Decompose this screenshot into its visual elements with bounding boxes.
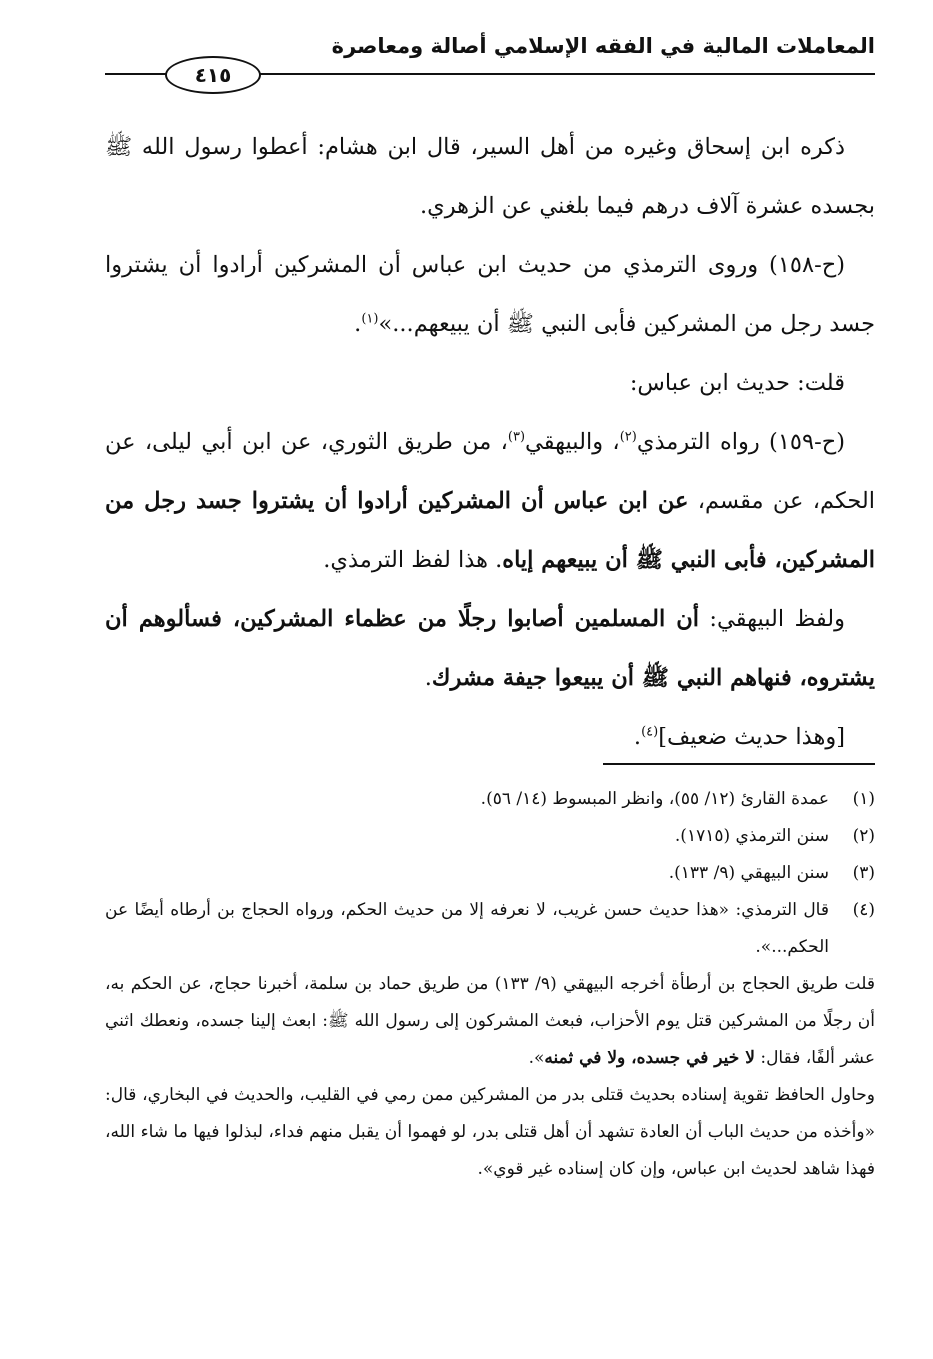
hadith-159-tail: . هذا لفظ الترمذي. bbox=[323, 547, 503, 573]
bayhaqi-lead: ولفظ البيهقي: bbox=[699, 606, 845, 632]
footnote-ref[interactable]: (٤) bbox=[641, 724, 659, 740]
footnote-text: سنن البيهقي (٩/ ١٣٣). bbox=[668, 863, 829, 883]
hadith-159-matn: عن ابن عباس أن المشركين أرادوا أن يشتروا جسد رجل من المشركين، فأبى النبي ﷺ أن يبيعهم إياه bbox=[105, 488, 875, 573]
bayhaqi-tail: . bbox=[424, 665, 432, 691]
footnote-1 bbox=[105, 781, 875, 818]
paragraph-hadith-159 bbox=[105, 413, 875, 590]
footnotes bbox=[105, 781, 875, 1188]
paragraph-text: [وهذا حديث ضعيف] bbox=[658, 724, 845, 750]
footnote-separator bbox=[603, 763, 875, 765]
footnote-3 bbox=[105, 855, 875, 892]
paragraph-text: قلت: حديث ابن عباس: bbox=[629, 370, 845, 396]
paragraph-verdict bbox=[105, 708, 875, 767]
paragraph-text: ذكره ابن إسحاق وغيره من أهل السير، قال ابن هشام: أعطوا رسول الله ﷺ بجسده عشرة آلاف درهم فيما بلغني عن الزهري. bbox=[105, 134, 875, 219]
paragraph-bayhaqi-wording bbox=[105, 590, 875, 708]
footnote-tail: ». bbox=[528, 1048, 545, 1068]
bayhaqi-matn: أن المسلمين أصابوا رجلًا من عظماء المشركين، فسألوهم أن يشتروه، فنهاهم النبي ﷺ أن يبيعوا جيفة مشرك bbox=[105, 606, 875, 691]
footnote-text: وحاول الحافظ تقوية إسناده بحديث قتلى بدر من المشركين ممن رمي في القليب، والحديث في البخاري، قال: «وأخذه من حديث الباب أن العادة تشهد أن أهل قتلى بدر، لو فهموا أن يقبل منهم فداء، لبذلوا فيها ما شاء الله، فهذا شاهد لحديث ابن عباس، وإن كان إسناده غير قوي». bbox=[105, 1085, 875, 1179]
footnote-number: (٤) bbox=[852, 900, 875, 920]
footnote-2 bbox=[105, 818, 875, 855]
footnote-number: (٣) bbox=[852, 863, 875, 883]
hadith-159-chain: ، من طريق الثوري، عن ابن أبي ليلى، عن الحكم، عن مقسم، bbox=[105, 429, 875, 514]
paragraph-tail: . bbox=[354, 311, 362, 337]
paragraph-hadith-158 bbox=[105, 236, 875, 354]
paragraph-text: (ح-١٥٨) وروى الترمذي من حديث ابن عباس أن المشركين أرادوا أن يشتروا جسد رجل من المشركين فأبى النبي ﷺ أن يبيعهم...» bbox=[105, 252, 875, 337]
footnote-4-continued-2 bbox=[105, 1077, 875, 1188]
footnote-text: عمدة القارئ (١٢/ ٥٥)، وانظر المبسوط (١٤/ ٥٦). bbox=[480, 789, 829, 809]
page-number-badge bbox=[165, 56, 261, 94]
paragraph-qultu bbox=[105, 354, 875, 413]
footnote-ref[interactable]: (٣) bbox=[507, 429, 526, 445]
page-number: ٤١٥ bbox=[194, 63, 232, 87]
footnote-number: (١) bbox=[852, 789, 875, 809]
hadith-159-intro: (ح-١٥٩) رواه الترمذي bbox=[636, 429, 846, 455]
footnote-text: قلت طريق الحجاج بن أرطأة أخرجه البيهقي (٩/ ١٣٣) من طريق حماد بن سلمة، أخبرنا حجاج، عن الحكم به، أن رجلًا من المشركين قتل يوم الأحزاب، فبعث المشركون إلى رسول الله ﷺ: ابعث إلينا جسده، ونعطك اثني عشر ألفًا، فقال: bbox=[105, 974, 876, 1068]
footnote-text: قال الترمذي: «هذا حديث حسن غريب، لا نعرفه إلا من حديث الحكم، ورواه الحجاج بن أرطاه أيضًا عن الحكم...». bbox=[105, 900, 829, 957]
footnote-ref[interactable]: (١) bbox=[361, 311, 379, 327]
main-text bbox=[105, 118, 875, 767]
hadith-159-mid: ، والبيهقي bbox=[525, 429, 620, 455]
footnote-4-continued-1 bbox=[105, 966, 875, 1077]
footnote-number: (٢) bbox=[852, 826, 875, 846]
footnote-bold-quote: لا خير في جسده، ولا في ثمنه bbox=[544, 1048, 755, 1068]
paragraph-ibn-ishaq bbox=[105, 118, 875, 236]
footnote-text: سنن الترمذي (١٧١٥). bbox=[674, 826, 829, 846]
footnote-4 bbox=[105, 892, 875, 966]
paragraph-tail: . bbox=[633, 724, 642, 750]
running-header-title: المعاملات المالية في الفقه الإسلامي أصالة ومعاصرة bbox=[331, 34, 875, 58]
footnote-ref[interactable]: (٢) bbox=[619, 429, 637, 445]
